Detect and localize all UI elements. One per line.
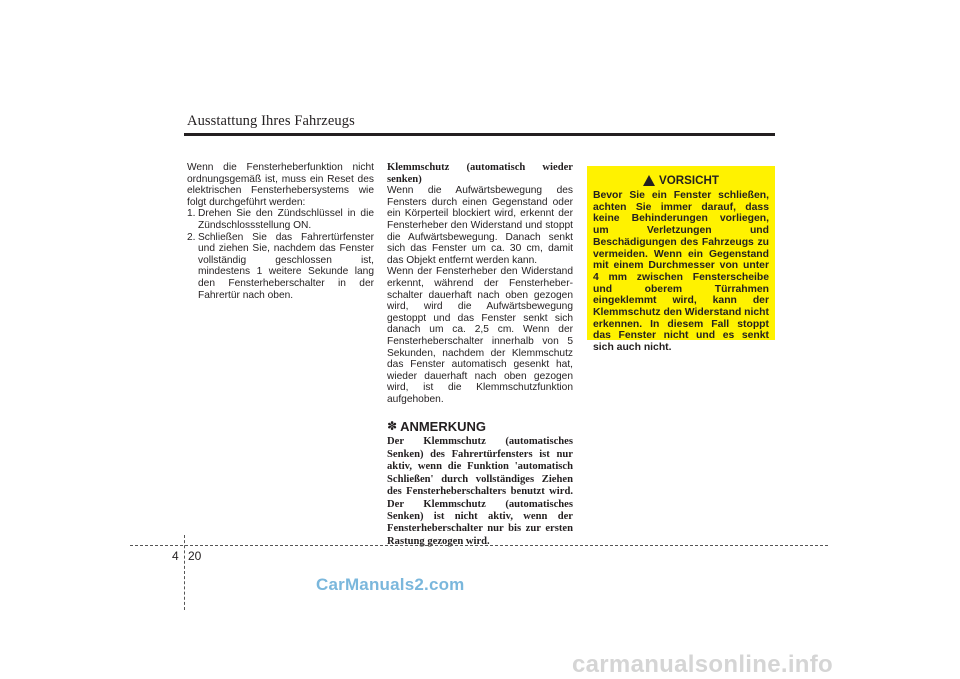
warning-title: VORSICHT	[659, 174, 719, 187]
step-number: 1.	[187, 208, 196, 220]
warning-box	[587, 166, 775, 354]
warning-text: Bevor Sie ein Fenster schließen, achten Sie immer darauf, dass keine Behinderungen vorliegen, um Verletzungen und Beschädigungen des Fahrzeugs zu vermeiden. Wenn ein Gegenstand mit einem Durchmesser von unter 4 mm zwischen Fensterscheibe und oberem Türrahmen eingeklemmt wird, kann der Klemmschutz den Widerstand nicht erkennen. In diesem Fall stoppt das Fenster nicht und es senkt sich auch nicht.	[593, 190, 769, 354]
list-item	[187, 208, 374, 231]
warning-header	[593, 174, 769, 187]
step-number: 2.	[187, 231, 196, 243]
footer-rule	[130, 545, 828, 546]
watermark-carmanuals2: CarManuals2.com	[316, 575, 465, 594]
pinch-protection-body-2: Wenn der Fensterheber den Widerstand erkennt, während der Fensterheber-schalter dauerhaft nach oben gezogen wird, wird die Aufwärtsbewegung gestoppt und das Fenster senkt sich danach um ca. 2,5 cm. Wenn der Fensterheberschalter innerhalb von 5 Sekunden, nachdem der Klemmschutz das Fenster automatisch gesenkt hat, wieder dauerhaft nach oben gezogen wird, ist die Klemmschutzfunktion aufgehoben.	[387, 266, 573, 405]
pinch-protection-heading: Klemmschutz (automatisch wieder senken)	[387, 162, 573, 185]
watermark-carmanualsonline: carmanualsonline.info	[572, 651, 834, 678]
note-body: Der Klemmschutz (automatisches Senken) des Fahrertürfensters ist nur aktiv, wenn die Funktion 'automatisch Schließen' durch vollständiges Ziehen des Fensterheberschalters benutzt wird. Der Klemmschutz (automatisches Senken) ist nicht aktiv, wenn der Fensterheberschalter nur bis zur ersten Rastung gezogen wird.	[387, 436, 573, 547]
column-reset-procedure	[187, 162, 374, 301]
pinch-protection-body: Wenn die Aufwärtsbewegung des Fensters durch einen Gegenstand oder ein Körperteil blockiert wird, erkennt der Fensterheber den Widerstand und stoppt die Aufwärtsbewegung. Danach senkt sich das Fenster um ca. 30 cm, damit das Objekt entfernt werden kann.	[387, 185, 573, 266]
header-rule	[184, 133, 775, 136]
asterisk-note-icon: ✽	[387, 419, 398, 434]
note-heading-label: ANMERKUNG	[400, 419, 487, 435]
step-text: Drehen Sie den Zündschlüssel in die Zündschlossstellung ON.	[198, 208, 374, 231]
reset-steps-list	[187, 208, 374, 301]
footer-divider	[184, 535, 185, 610]
step-text: Schließen Sie das Fahrertürfenster und ziehen Sie, nachdem das Fenster vollständig geschlossen ist, mindestens 1 weitere Sekunde lang den Fensterheberschalter in der Fahrertür nach oben.	[198, 231, 374, 301]
reset-intro-text: Wenn die Fensterheberfunktion nicht ordnungsgemäß ist, muss ein Reset des elektrischen Fensterhebersystems wie folgt durchgeführt werden:	[187, 162, 374, 208]
list-item	[187, 232, 374, 302]
page-header-title: Ausstattung Ihres Fahrzeugs	[187, 113, 355, 129]
page-chapter-number: 4	[172, 549, 179, 563]
page-number: 20	[188, 549, 202, 563]
note-heading	[387, 419, 573, 434]
warning-triangle-icon	[643, 175, 655, 186]
column-pinch-protection	[387, 162, 573, 548]
